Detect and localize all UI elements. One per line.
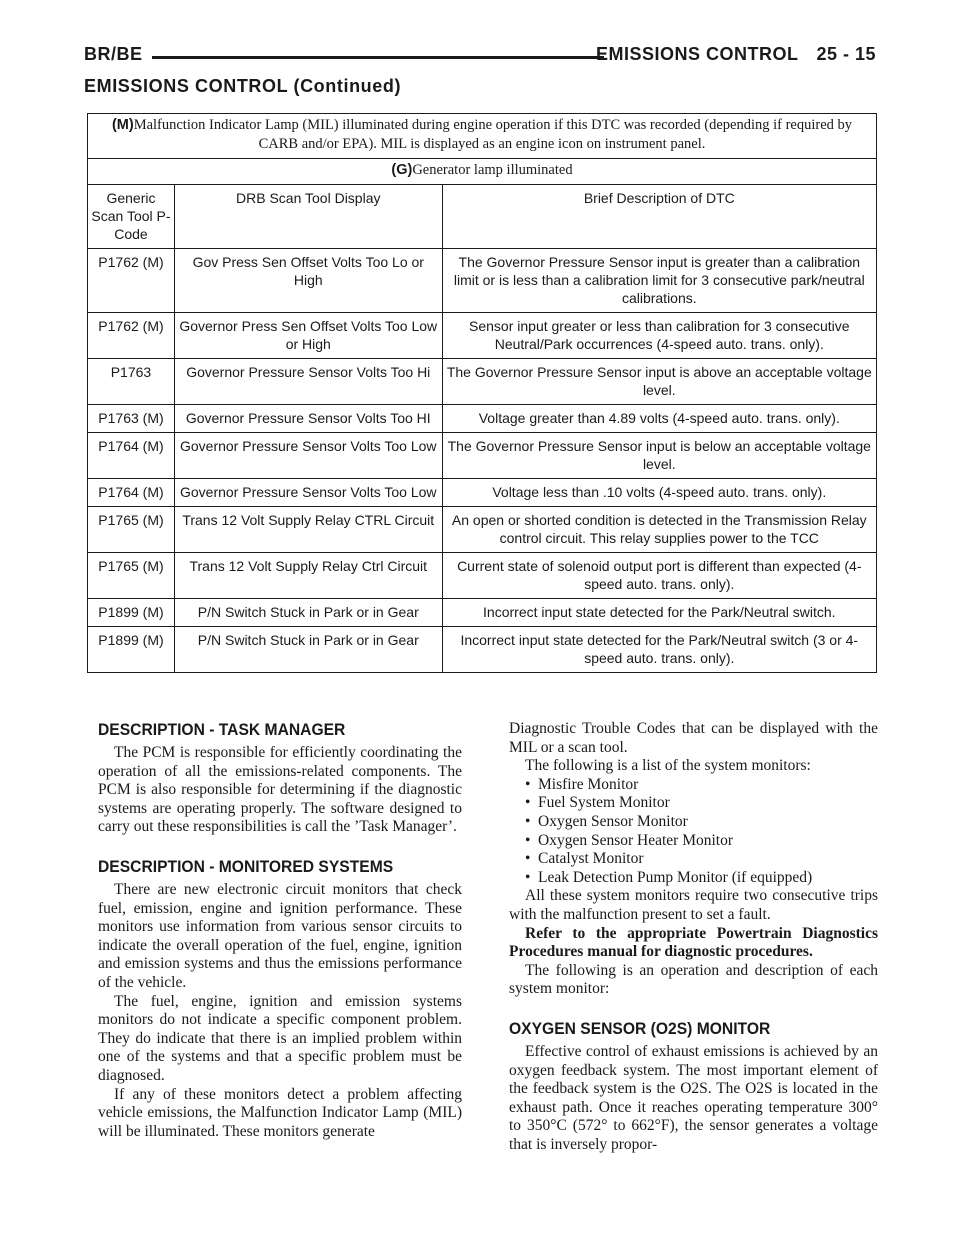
paragraph-dtc-continued: Diagnostic Trouble Codes that can be displayed with the MIL or a scan tool. — [509, 720, 878, 756]
right-column — [509, 720, 878, 1154]
heading-monitored-systems: DESCRIPTION - MONITORED SYSTEMS — [98, 856, 394, 876]
cell-description: The Governor Pressure Sensor input is below an acceptable voltage level. — [442, 433, 876, 479]
cell-description: An open or shorted condition is detected in the Transmission Relay control circuit. This relay supplies power to the TCC — [442, 507, 876, 553]
cell-display: Governor Pressure Sensor Volts Too Low — [174, 479, 442, 507]
cell-display: Governor Press Sen Offset Volts Too Low or High — [174, 313, 442, 359]
cell-description: Incorrect input state detected for the Park/Neutral switch (3 or 4-speed auto. trans. only). — [442, 627, 876, 673]
list-item — [525, 794, 878, 813]
cell-pcode: P1764 (M) — [88, 433, 175, 479]
cell-display: Gov Press Sen Offset Volts Too Lo or High — [174, 249, 442, 313]
continued-heading: EMISSIONS CONTROL (Continued) — [84, 76, 402, 96]
column-header-pcode: Generic Scan Tool P-Code — [88, 185, 175, 249]
paragraph-monitors-implied: The fuel, engine, ignition and emission systems monitors do not indicate a specific component problem. They do indicate that there is an implied problem within one of the systems and that a specific problem must be diagnosed. — [98, 992, 462, 1084]
cell-description: The Governor Pressure Sensor input is greater than a calibration limit or is less than a calibration limit for 3 consecutive park/neutral calibrations. — [442, 249, 876, 313]
dtc-table — [87, 113, 877, 673]
manual-code: BR/BE — [84, 44, 143, 64]
list-item — [525, 869, 878, 888]
table-row — [88, 313, 877, 359]
list-item — [525, 832, 878, 851]
cell-pcode: P1764 (M) — [88, 479, 175, 507]
page-number: 25 - 15 — [816, 44, 876, 64]
page-header — [84, 44, 876, 70]
cell-display: P/N Switch Stuck in Park or in Gear — [174, 599, 442, 627]
bullet-icon: • — [525, 812, 531, 830]
header-rule — [152, 56, 604, 59]
cell-pcode: P1763 — [88, 359, 175, 405]
paragraph-consecutive-trips: All these system monitors require two consecutive trips with the malfunction present to set a fault. — [509, 887, 878, 923]
cell-pcode: P1763 (M) — [88, 405, 175, 433]
bullet-icon: • — [525, 775, 531, 793]
list-item — [525, 813, 878, 832]
paragraph-monitors-intro: There are new electronic circuit monitors that check fuel, emission, engine and ignition performance. These monitors use information from various sensor circuits to indicate the overall operation of the fuel, engine, ignition and emission systems and thus the emissions performance of the vehicle. — [98, 880, 462, 991]
note-text-g: Generator lamp illuminated — [412, 162, 573, 178]
table-header-row — [88, 185, 877, 249]
left-column — [98, 720, 462, 1141]
header-right — [596, 44, 876, 65]
column-header-description: Brief Description of DTC — [442, 185, 876, 249]
cell-display: P/N Switch Stuck in Park or in Gear — [174, 627, 442, 673]
section-title: EMISSIONS CONTROL — [595, 44, 799, 64]
table-note-row — [88, 159, 877, 185]
bullet-icon: • — [525, 831, 531, 849]
paragraph-monitors-mil: If any of these monitors detect a problem affecting vehicle emissions, the Malfunction Indicator Lamp (MIL) will be illuminated. These monitors generate — [98, 1085, 462, 1140]
table-row — [88, 627, 877, 673]
bullet-icon: • — [525, 850, 531, 868]
cell-description: Voltage less than .10 volts (4-speed auto. trans. only). — [442, 479, 876, 507]
heading-o2s-monitor: OXYGEN SENSOR (O2S) MONITOR — [509, 1018, 771, 1038]
generator-note — [88, 159, 877, 185]
list-item — [525, 850, 878, 869]
cell-pcode: P1899 (M) — [88, 599, 175, 627]
cell-pcode: P1765 (M) — [88, 507, 175, 553]
monitor-name: Oxygen Sensor Monitor — [538, 812, 688, 830]
mil-note — [88, 114, 877, 159]
table-row — [88, 479, 877, 507]
list-item — [525, 776, 878, 795]
column-header-drb: DRB Scan Tool Display — [174, 185, 442, 249]
cell-description: The Governor Pressure Sensor input is above an acceptable voltage level. — [442, 359, 876, 405]
table-row — [88, 405, 877, 433]
cell-display: Governor Pressure Sensor Volts Too Hi — [174, 359, 442, 405]
cell-pcode: P1765 (M) — [88, 553, 175, 599]
note-code-g: (G) — [391, 162, 413, 178]
paragraph-refer-manual: Refer to the appropriate Powertrain Diagnostics Procedures manual for diagnostic procedures. — [509, 924, 878, 961]
monitor-name: Leak Detection Pump Monitor (if equipped) — [538, 868, 813, 886]
bullet-icon: • — [525, 794, 531, 812]
bullet-icon: • — [525, 868, 531, 886]
table-note-row — [88, 114, 877, 159]
monitor-name: Catalyst Monitor — [538, 850, 644, 868]
cell-description: Voltage greater than 4.89 volts (4-speed auto. trans. only). — [442, 405, 876, 433]
monitor-name: Fuel System Monitor — [538, 794, 670, 812]
cell-description: Incorrect input state detected for the Park/Neutral switch. — [442, 599, 876, 627]
paragraph-operation-intro: The following is an operation and description of each system monitor: — [509, 961, 878, 998]
monitor-name: Misfire Monitor — [538, 775, 639, 793]
table-row — [88, 507, 877, 553]
cell-display: Trans 12 Volt Supply Relay CTRL Circuit — [174, 507, 442, 553]
cell-pcode: P1762 (M) — [88, 249, 175, 313]
cell-pcode: P1899 (M) — [88, 627, 175, 673]
cell-description: Current state of solenoid output port is different than expected (4-speed auto. trans. only). — [442, 553, 876, 599]
table-row — [88, 433, 877, 479]
cell-display: Governor Pressure Sensor Volts Too Low — [174, 433, 442, 479]
cell-description: Sensor input greater or less than calibration for 3 consecutive Neutral/Park occurrences (4-speed auto. trans. only). — [442, 313, 876, 359]
cell-pcode: P1762 (M) — [88, 313, 175, 359]
cell-display: Trans 12 Volt Supply Relay Ctrl Circuit — [174, 553, 442, 599]
monitor-list — [509, 776, 878, 888]
note-text-m: Malfunction Indicator Lamp (MIL) illuminated during engine operation if this DTC was recorded (depending if required by CARB and/or EPA). MIL is displayed as an engine icon on instrument panel. — [133, 117, 853, 152]
paragraph-o2s: Effective control of exhaust emissions is achieved by an oxygen feedback system. The most important element of the feedback system is the O2S. The O2S is located in the exhaust path. Once it reaches operating temperature 300° to 350°C (572° to 662°F), the sensor generates a voltage that is inversely propor- — [509, 1042, 878, 1153]
table-row — [88, 553, 877, 599]
monitor-name: Oxygen Sensor Heater Monitor — [538, 831, 733, 849]
paragraph-task-manager: The PCM is responsible for efficiently coordinating the operation of all the emissions-related components. The PCM is also responsible for determining if the diagnostic systems are operating properly. The software designed to carry out these responsibilities is call the ’Task Manager’. — [98, 744, 462, 836]
table-row — [88, 359, 877, 405]
table-row — [88, 249, 877, 313]
table-row — [88, 599, 877, 627]
note-code-m: (M) — [111, 117, 134, 133]
heading-task-manager: DESCRIPTION - TASK MANAGER — [98, 720, 346, 739]
cell-display: Governor Pressure Sensor Volts Too HI — [174, 405, 442, 433]
paragraph-list-intro: The following is a list of the system monitors: — [525, 757, 811, 775]
